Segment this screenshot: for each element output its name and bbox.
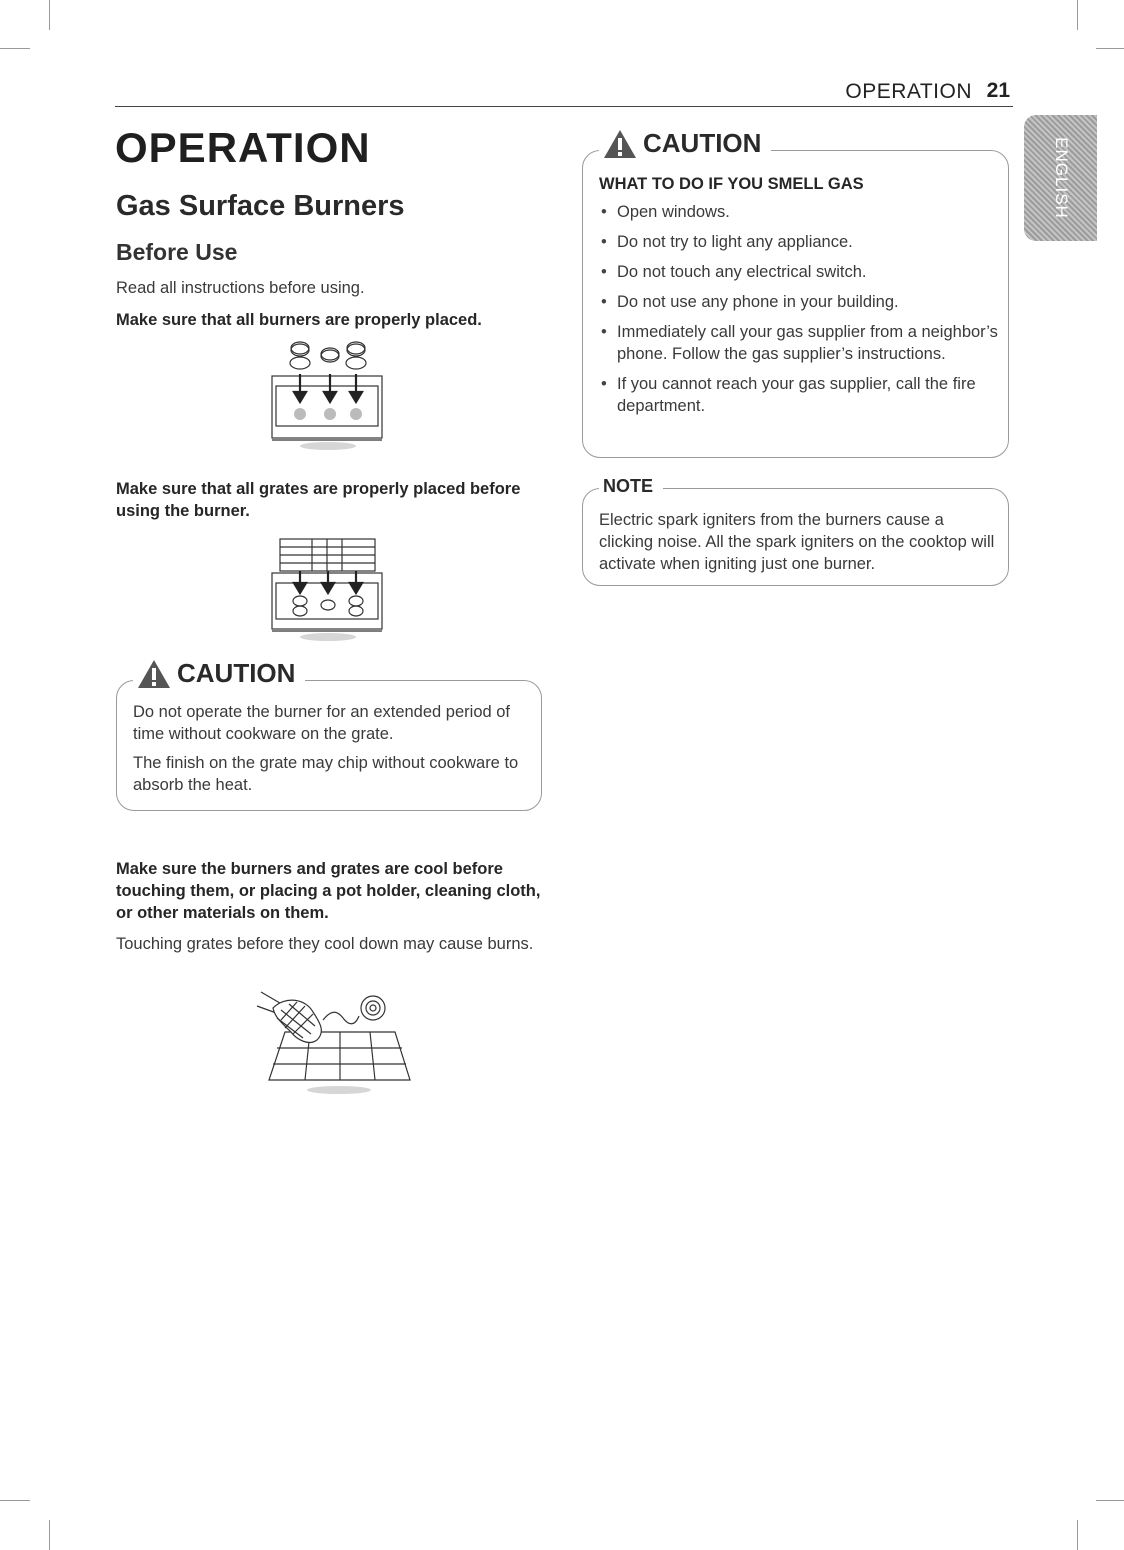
- crop-mark: [1077, 0, 1078, 30]
- caution-paragraph: The finish on the grate may chip without cookware to absorb the heat.: [133, 754, 519, 794]
- crop-mark: [1096, 48, 1124, 49]
- header-rule: [115, 106, 1013, 107]
- subsection-title: Before Use: [116, 239, 238, 265]
- language-tab[interactable]: [1024, 115, 1097, 241]
- caution-label-text: CAUTION: [177, 658, 296, 688]
- gas-warning-heading: WHAT TO DO IF YOU SMELL GAS: [599, 175, 864, 193]
- crop-mark: [0, 1500, 30, 1501]
- page-title: OPERATION: [115, 124, 371, 171]
- note-box: [582, 476, 1009, 586]
- crop-mark: [49, 0, 50, 30]
- burner-placement-illustration: [262, 336, 398, 454]
- note-text: Electric spark igniters from the burners cause a clicking noise. All the spark igniters on the cooktop will activate when igniting just one burner.: [599, 511, 995, 573]
- list-item: • Open windows.: [599, 201, 998, 223]
- burners-placed-instruction: Make sure that all burners are properly placed.: [116, 311, 482, 329]
- crop-mark: [1096, 1500, 1124, 1501]
- warning-icon: [137, 659, 171, 689]
- running-header-section: OPERATION: [845, 80, 972, 103]
- crop-mark: [1077, 1520, 1078, 1550]
- caution-label: [599, 128, 771, 159]
- list-item: • Do not touch any electrical switch.: [599, 261, 998, 283]
- grates-placed-instruction: Make sure that all grates are properly placed before using the burner.: [116, 480, 521, 520]
- section-title: Gas Surface Burners: [116, 190, 405, 222]
- cool-before-touching-heading: Make sure the burners and grates are cool before touching them, or placing a pot holder, cleaning cloth, or other materials on them.: [116, 860, 541, 922]
- gas-warning-list: [599, 201, 998, 417]
- list-item: • Do not use any phone in your building.: [599, 291, 998, 313]
- page-number: 21: [986, 79, 1010, 102]
- list-item: • Do not try to light any appliance.: [599, 231, 998, 253]
- list-item: • Immediately call your gas supplier from a neighbor’s phone. Follow the gas supplier’s instructions.: [599, 321, 998, 365]
- hot-grate-illustration: [255, 984, 420, 1099]
- crop-mark: [49, 1520, 50, 1550]
- caution-box-gas: [582, 128, 1009, 458]
- note-label-text: NOTE: [603, 476, 654, 496]
- caution-body: [133, 701, 531, 803]
- list-item: • If you cannot reach your gas supplier, call the fire department.: [599, 373, 998, 417]
- caution-body: [599, 173, 998, 425]
- crop-mark: [0, 48, 30, 49]
- note-body: [599, 509, 998, 582]
- caution-label-text: CAUTION: [643, 128, 762, 158]
- caution-box-grate: [116, 658, 542, 811]
- grate-placement-illustration: [262, 533, 398, 643]
- caution-paragraph: Do not operate the burner for an extended period of time without cookware on the grate.: [133, 703, 511, 743]
- warning-icon: [603, 129, 637, 159]
- caution-label: [133, 658, 305, 689]
- note-label: [599, 476, 663, 497]
- intro-text: Read all instructions before using.: [116, 279, 365, 297]
- cool-before-touching-text: Touching grates before they cool down may cause burns.: [116, 935, 534, 953]
- language-tab-label: ENGLISH: [1051, 137, 1071, 219]
